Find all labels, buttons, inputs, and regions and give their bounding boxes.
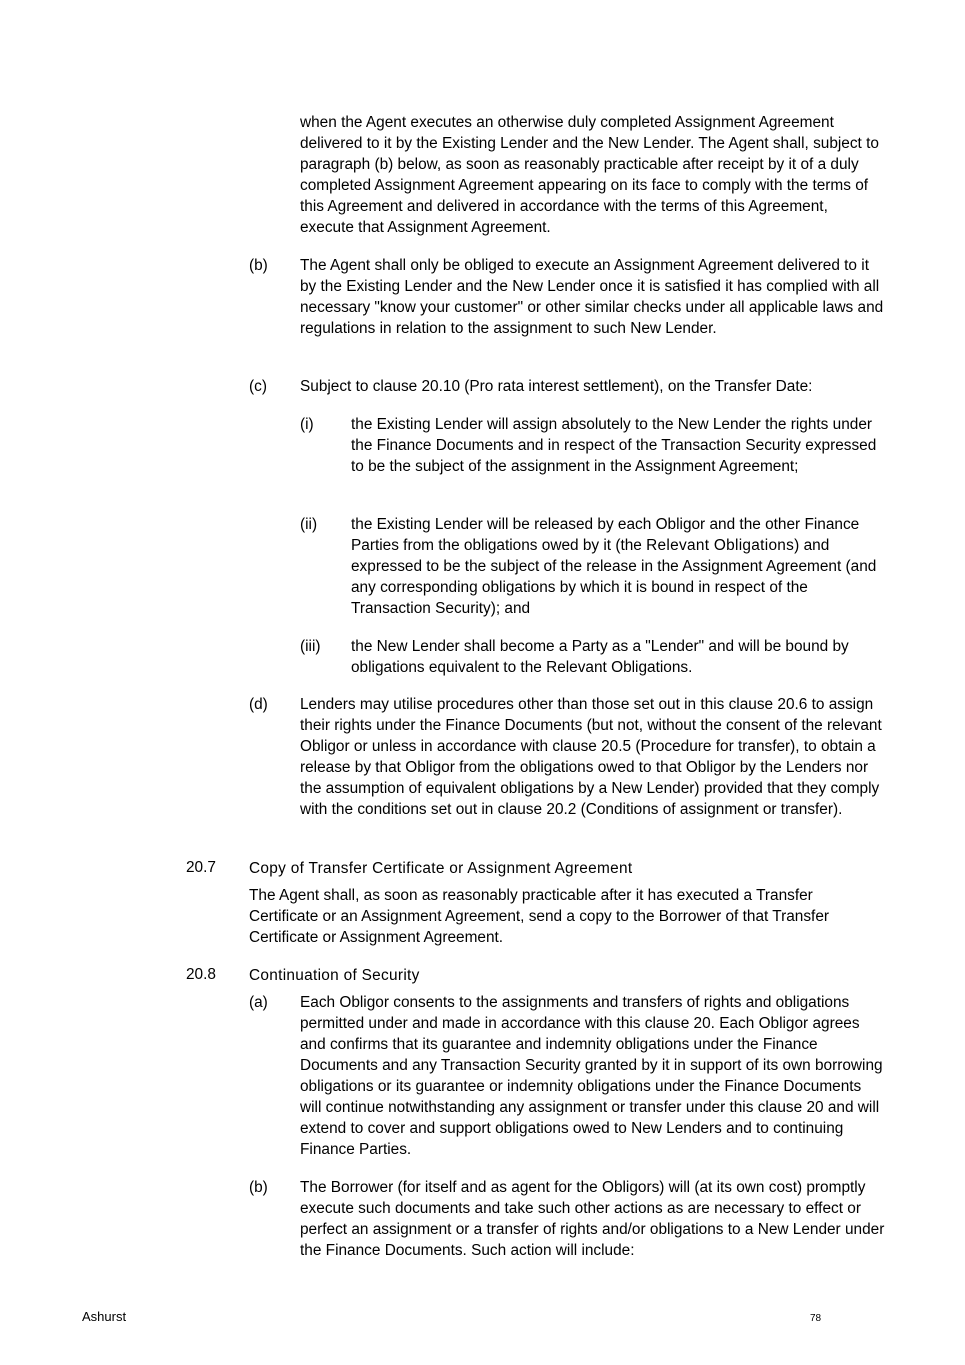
subclause-paragraph-i: the Existing Lender will assign absolutely to the New Lender the rights under the Finance Documents and in respect of the Transaction Security expressed to be the subject of the assignment in the Assignment Agreement; xyxy=(351,416,877,475)
clause-label-c: (c) xyxy=(249,378,267,395)
section-number-20-7: 20.7 xyxy=(186,859,216,876)
section-number-20-8: 20.8 xyxy=(186,966,216,983)
section-paragraph-20-7: The Agent shall, as soon as reasonably practicable after it has executed a Transfer Certificate or an Assignment Agreement, send a copy to the Borrower of that Transfer Certificate or Assignment Agreement. xyxy=(249,887,830,946)
footer-firm-name: Ashurst xyxy=(82,1309,127,1324)
clause-paragraph-c: Subject to clause 20.10 (Pro rata interest settlement), on the Transfer Date: xyxy=(300,378,813,395)
subclause-label-i: (i) xyxy=(300,416,314,433)
subclause-ii-text-before: the Existing Lender will be released by each Obligor and the other Finance Parties from the obligations owed by it (the xyxy=(351,516,860,554)
subclause-ii-text-after: ) and expressed to be the subject of the release in the Assignment Agreement (and any corresponding obligations by which it is bound in respect of the Transaction Security); and xyxy=(351,537,877,617)
clause-20-8-paragraph-a: Each Obligor consents to the assignments and transfers of rights and obligations permitted under and made in accordance with this clause 20. Each Obligor agrees and confirms that its guarantee and indemnity obligations under the Finance Documents and any Transaction Security granted by it in support of its own borrowing obligations or its guarantee or indemnity obligations under the Finance Documents will continue notwithstanding any assignment or transfer under this clause 20 and will extend to cover and support obligations owed to New Lenders and to continuing Finance Parties. xyxy=(300,994,883,1158)
clause-20-8-label-a: (a) xyxy=(249,994,268,1011)
clause-label-b: (b) xyxy=(249,257,268,274)
clause-20-8-label-b: (b) xyxy=(249,1179,268,1196)
section-heading-20-8: Continuation of Security xyxy=(249,967,420,984)
subclause-paragraph-iii: the New Lender shall become a Party as a "Lender" and will be bound by obligations equivalent to the Relevant Obligations. xyxy=(351,638,849,676)
footer-page-number: 78 xyxy=(810,1313,822,1324)
clause-label-d: (d) xyxy=(249,696,268,713)
section-heading-20-7: Copy of Transfer Certificate or Assignment Agreement xyxy=(249,860,633,877)
continuation-paragraph: when the Agent executes an otherwise duly completed Assignment Agreement delivered to it by the Existing Lender and the New Lender. The Agent shall, subject to paragraph (b) below, as soon as reasonably practicable after receipt by it of a duly completed Assignment Agreement appearing on its face to comply with the terms of this Agreement and delivered in accordance with the terms of this Agreement, execute that Assignment Agreement. xyxy=(300,114,879,236)
clause-20-8-paragraph-b: The Borrower (for itself and as agent for the Obligors) will (at its own cost) promptly execute such documents and take such other actions as are necessary to effect or perfect an assignment or a transfer of rights and/or obligations to a New Lender under the Finance Documents. Such action will include: xyxy=(300,1179,885,1259)
defined-term-relevant-obligations: Relevant Obligations xyxy=(646,537,795,554)
subclause-label-ii: (ii) xyxy=(300,516,318,533)
subclause-label-iii: (iii) xyxy=(300,638,321,655)
clause-paragraph-b: The Agent shall only be obliged to execute an Assignment Agreement delivered to it by the Existing Lender and the New Lender once it is satisfied it has complied with all necessary "know your customer" or other similar checks under all applicable laws and regulations in relation to the assignment to such New Lender. xyxy=(300,257,884,337)
clause-paragraph-d: Lenders may utilise procedures other than those set out in this clause 20.6 to assign their rights under the Finance Documents (but not, without the consent of the relevant Obligor or unless in accordance with clause 20.5 (Procedure for transfer), to obtain a release by that Obligor from the obligations owed to that Obligor by the Lenders nor the assumption of equivalent obligations by a New Lender) provided that they comply with the conditions set out in clause 20.2 (Conditions of assignment or transfer). xyxy=(300,696,882,818)
subclause-paragraph-ii xyxy=(351,514,885,619)
